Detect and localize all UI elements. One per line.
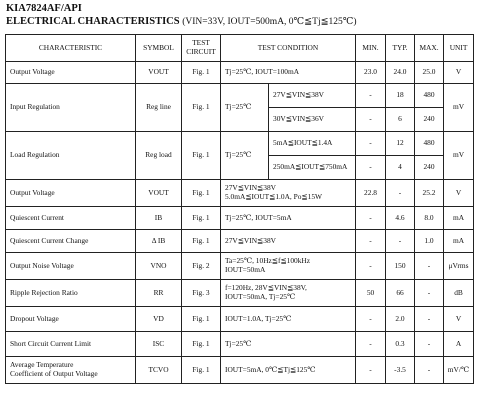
test-condition-line: 5.0mA≦IOUT≦1.0A, Po≦15W <box>225 192 322 201</box>
symbol-cell: TCVO <box>136 357 182 384</box>
test-condition-cell: Tj=25℃ <box>221 332 356 357</box>
typ-cell: 0.3 <box>386 332 415 357</box>
table-row <box>6 180 474 207</box>
characteristic-cell: Quiescent Current Change <box>6 230 136 253</box>
test-condition-line: 27V≦VIN≦38V <box>225 183 276 193</box>
min-cell: 23.0 <box>356 62 386 84</box>
test-condition-sub-cell: 27V≦VIN≦38V <box>269 84 356 108</box>
characteristic-cell <box>6 357 136 384</box>
characteristic-cell: Short Circuit Current Limit <box>6 332 136 357</box>
test-condition-main-cell: Tj=25℃ <box>221 132 269 180</box>
characteristic-cell: Quiescent Current <box>6 207 136 230</box>
header-typ: TYP. <box>386 35 415 62</box>
header-unit: UNIT <box>444 35 474 62</box>
table-row <box>6 62 474 84</box>
symbol-cell: VOUT <box>136 62 182 84</box>
test-circuit-cell: Fig. 1 <box>182 84 221 132</box>
characteristic-line: Average Temperature <box>10 360 74 370</box>
test-circuit-cell: Fig. 1 <box>182 180 221 207</box>
table-row <box>6 207 474 230</box>
test-condition-cell: IOUT=1.0A, Tj=25℃ <box>221 307 356 332</box>
symbol-cell: VOUT <box>136 180 182 207</box>
test-condition-cell <box>221 280 356 307</box>
typ-cell: - <box>386 230 415 253</box>
min-cell: - <box>356 156 386 180</box>
test-circuit-cell: Fig. 1 <box>182 207 221 230</box>
symbol-cell: Reg load <box>136 132 182 180</box>
test-condition-sub-cell: 250mA≦IOUT≦750mA <box>269 156 356 180</box>
typ-cell: - <box>386 180 415 207</box>
max-cell: - <box>415 280 444 307</box>
unit-cell: V <box>444 62 474 84</box>
typ-cell: 2.0 <box>386 307 415 332</box>
min-cell: - <box>356 357 386 384</box>
min-cell: - <box>356 207 386 230</box>
table-row <box>6 230 474 253</box>
test-circuit-cell: Fig. 1 <box>182 132 221 180</box>
max-cell: 8.0 <box>415 207 444 230</box>
section-conditions: (VIN=33V, IOUT=500mA, 0℃≦Tj≦125℃) <box>182 17 357 27</box>
electrical-characteristics-table <box>5 34 474 384</box>
test-circuit-cell: Fig. 1 <box>182 230 221 253</box>
unit-cell: V <box>444 307 474 332</box>
max-cell: 1.0 <box>415 230 444 253</box>
max-cell: - <box>415 357 444 384</box>
typ-cell: -3.5 <box>386 357 415 384</box>
max-cell: 240 <box>415 156 444 180</box>
table-row <box>6 84 474 108</box>
typ-cell: 6 <box>386 108 415 132</box>
test-condition-sub-cell: 5mA≦IOUT≦1.4A <box>269 132 356 156</box>
test-circuit-cell: Fig. 1 <box>182 357 221 384</box>
symbol-cell: RR <box>136 280 182 307</box>
unit-cell: A <box>444 332 474 357</box>
table-row <box>6 332 474 357</box>
test-condition-cell <box>221 180 356 207</box>
test-circuit-cell: Fig. 2 <box>182 253 221 280</box>
test-condition-line: IOUT=50mA, Tj=25℃ <box>225 292 296 301</box>
test-condition-cell: IOUT=5mA, 0℃≦Tj≦125℃ <box>221 357 356 384</box>
max-cell: - <box>415 253 444 280</box>
min-cell: - <box>356 307 386 332</box>
min-cell: - <box>356 84 386 108</box>
characteristic-cell: Ripple Rejection Ratio <box>6 280 136 307</box>
test-condition-line: f=120Hz, 28V≦VIN≦38V, <box>225 283 307 293</box>
test-condition-line: IOUT=50mA <box>225 265 266 274</box>
test-circuit-cell: Fig. 1 <box>182 62 221 84</box>
symbol-cell: Δ IB <box>136 230 182 253</box>
test-condition-cell: 27V≦VIN≦38V <box>221 230 356 253</box>
header-test-condition: TEST CONDITION <box>221 35 356 62</box>
table-row <box>6 132 474 156</box>
typ-cell: 4 <box>386 156 415 180</box>
symbol-cell: VNO <box>136 253 182 280</box>
header-max: MAX. <box>415 35 444 62</box>
characteristic-cell: Dropout Voltage <box>6 307 136 332</box>
typ-cell: 12 <box>386 132 415 156</box>
symbol-cell: ISC <box>136 332 182 357</box>
min-cell: - <box>356 253 386 280</box>
unit-cell: V <box>444 180 474 207</box>
table-header-row <box>6 35 474 62</box>
typ-cell: 4.6 <box>386 207 415 230</box>
symbol-cell: IB <box>136 207 182 230</box>
table-row <box>6 253 474 280</box>
typ-cell: 150 <box>386 253 415 280</box>
header-characteristic: CHARACTERISTIC <box>6 35 136 62</box>
characteristic-cell: Output Voltage <box>6 180 136 207</box>
min-cell: 50 <box>356 280 386 307</box>
test-circuit-cell: Fig. 1 <box>182 307 221 332</box>
part-number: KIA7824AF/API <box>6 3 82 14</box>
unit-cell: mA <box>444 207 474 230</box>
table-row <box>6 307 474 332</box>
table-row <box>6 357 474 384</box>
symbol-cell: Reg line <box>136 84 182 132</box>
section-title: ELECTRICAL CHARACTERISTICS <box>6 16 180 27</box>
unit-cell: μVrms <box>444 253 474 280</box>
max-cell: 480 <box>415 84 444 108</box>
header-test-circuit: TEST CIRCUIT <box>182 35 221 62</box>
min-cell: - <box>356 332 386 357</box>
min-cell: 22.8 <box>356 180 386 207</box>
unit-cell: mV <box>444 132 474 180</box>
unit-cell: mA <box>444 230 474 253</box>
header-symbol: SYMBOL <box>136 35 182 62</box>
typ-cell: 18 <box>386 84 415 108</box>
min-cell: - <box>356 108 386 132</box>
test-condition-cell: Tj=25℃, IOUT=100mA <box>221 62 356 84</box>
characteristic-cell: Output Voltage <box>6 62 136 84</box>
table-row <box>6 280 474 307</box>
typ-cell: 24.0 <box>386 62 415 84</box>
test-circuit-cell: Fig. 3 <box>182 280 221 307</box>
min-cell: - <box>356 132 386 156</box>
section-heading <box>6 16 357 27</box>
min-cell: - <box>356 230 386 253</box>
test-condition-line: Ta=25℃, 10Hz≦f≦100kHz <box>225 256 311 266</box>
max-cell: 240 <box>415 108 444 132</box>
test-condition-sub-cell: 30V≦VIN≦36V <box>269 108 356 132</box>
characteristic-cell: Load Regulation <box>6 132 136 180</box>
max-cell: 480 <box>415 132 444 156</box>
unit-cell: dB <box>444 280 474 307</box>
characteristic-cell: Input Regulation <box>6 84 136 132</box>
test-condition-cell <box>221 253 356 280</box>
characteristic-line: Coefficient of Output Voltage <box>10 369 98 378</box>
max-cell: - <box>415 307 444 332</box>
test-condition-main-cell: Tj=25℃ <box>221 84 269 132</box>
max-cell: - <box>415 332 444 357</box>
typ-cell: 66 <box>386 280 415 307</box>
max-cell: 25.2 <box>415 180 444 207</box>
max-cell: 25.0 <box>415 62 444 84</box>
characteristic-cell: Output Noise Voltage <box>6 253 136 280</box>
symbol-cell: VD <box>136 307 182 332</box>
unit-cell: mV <box>444 84 474 132</box>
unit-cell: mV/℃ <box>444 357 474 384</box>
header-min: MIN. <box>356 35 386 62</box>
test-circuit-cell: Fig. 1 <box>182 332 221 357</box>
test-condition-cell: Tj=25℃, IOUT=5mA <box>221 207 356 230</box>
